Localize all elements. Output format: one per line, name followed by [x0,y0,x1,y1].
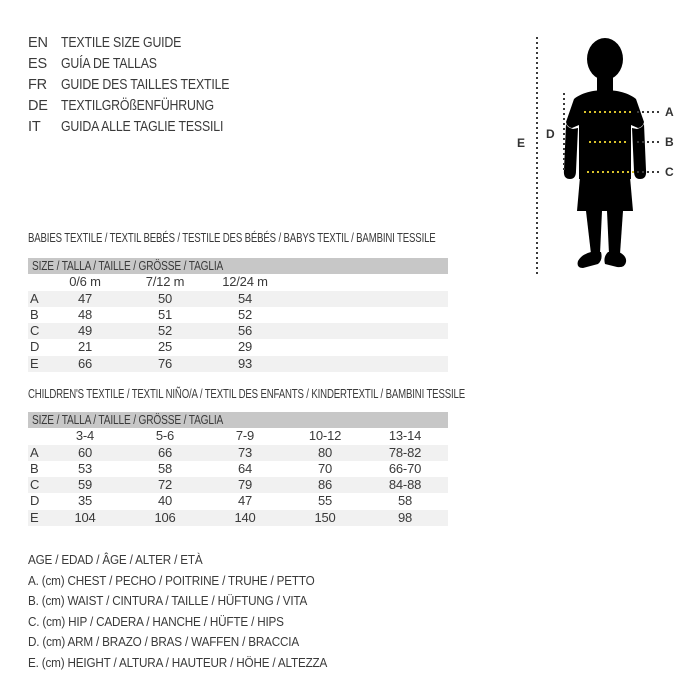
size-value: 79 [205,477,285,493]
size-value: 53 [77,460,93,476]
size-value: 47 [237,493,253,509]
silhouette-head [587,38,623,80]
size-value: 40 [157,493,173,509]
size-value: 106 [125,510,205,526]
size-value: 80 [285,445,365,461]
filler-cell [445,493,448,509]
filler-cell [285,291,448,307]
silhouette-left-foot [578,252,602,268]
size-value: 29 [237,339,253,355]
arm-measure-line-d [563,93,565,173]
col-header: 3-4 [75,428,95,444]
silhouette-shorts [577,177,633,211]
size-bar-row [28,412,448,428]
language-code: DE [28,98,48,114]
size-value: 49 [45,323,125,339]
size-value: 47 [45,291,125,307]
marker-label-e: E [517,136,525,150]
language-row-it [28,117,259,138]
size-bar-label: SIZE / TALLA / TAILLE / GRÖSSE / TAGLIA [32,258,224,273]
legend-chest: A. (cm) CHEST / PECHO / POITRINE / TRUHE / PETTO [28,572,315,588]
chest-measure-line-a [584,111,632,113]
size-value: 98 [365,510,445,526]
size-value: 93 [205,356,285,372]
marker-label-d: D [546,127,555,141]
size-value: 72 [125,477,205,493]
col-header: 12/24 m [222,274,268,290]
row-label: C [28,323,45,339]
table-row-e [28,510,448,526]
size-value: 58 [157,460,173,476]
language-title: TEXTILGRÖßENFÜHRUNG [61,98,214,114]
size-value: 59 [45,477,125,493]
filler-cell [445,445,448,461]
legend-hip: C. (cm) HIP / CADERA / HANCHE / HÜFTE / HIPS [28,613,284,629]
col-header: 0/6 m [69,274,101,290]
size-value: 54 [205,291,285,307]
table-row-a [28,291,448,307]
row-label: B [30,460,39,476]
waist-measure-line-b [589,141,628,143]
children-size-table [28,412,448,526]
measurement-legend [28,550,360,674]
corner-cell [28,274,45,290]
table-row-d [28,493,448,509]
size-value: 150 [285,510,365,526]
children-section-heading: CHILDREN'S TEXTILE / TEXTIL NIÑO/A / TEXTIL DES ENFANTS / KINDERTEXTIL / BAMBINI TESSILE [28,386,465,401]
row-label: B [30,306,39,322]
size-value: 50 [125,291,205,307]
language-row-es [28,54,259,75]
size-value: 66 [125,445,205,461]
col-header: 5-6 [155,428,175,444]
filler-cell [445,428,448,444]
size-value: 21 [77,339,93,355]
language-row-de [28,96,259,117]
filler-cell [285,339,448,355]
column-header-row [28,274,448,290]
marker-label-b: B [665,135,674,149]
marker-label-a: A [665,105,674,119]
size-value: 58 [397,493,413,509]
size-value: 66-70 [388,460,422,476]
silhouette-right-foot [604,252,626,267]
size-bar-label: SIZE / TALLA / TAILLE / GRÖSSE / TAGLIA [32,412,224,427]
size-value: 35 [77,493,93,509]
babies-size-table [28,258,448,372]
filler-cell [445,461,448,477]
size-bar-cell [28,258,448,274]
language-row-en [28,33,259,54]
size-value: 56 [205,323,285,339]
size-value: 48 [77,306,93,322]
silhouette-right-leg [607,211,623,254]
filler-cell [445,477,448,493]
size-value: 140 [205,510,285,526]
size-value: 64 [237,460,253,476]
legend-waist: B. (cm) WAIST / CINTURA / TAILLE / HÜFTUNG / VITA [28,593,308,609]
size-value: 78-82 [365,445,445,461]
size-value: 66 [45,356,125,372]
legend-arm: D. (cm) ARM / BRAZO / BRAS / WAFFEN / BRACCIA [28,634,299,650]
size-value: 60 [45,445,125,461]
language-row-fr [28,75,259,96]
leader-line-a [637,111,661,113]
col-header: 7-9 [235,428,255,444]
marker-label-c: C [665,165,674,179]
leader-line-c [637,171,661,173]
table-row-b [28,307,448,323]
col-header: 13-14 [388,428,422,444]
row-label: C [28,477,45,493]
babies-section-heading: BABIES TEXTILE / TEXTIL BEBÉS / TESTILE DES BÉBÉS / BABYS TEXTIL / BAMBINI TESSILE [28,230,436,245]
table-row-e [28,356,448,372]
language-code: ES [28,56,47,72]
silhouette-shirt [566,90,644,179]
row-label: D [30,493,40,509]
silhouette-left-leg [586,211,602,254]
row-label: D [30,339,40,355]
size-value: 52 [125,323,205,339]
col-header: 7/12 m [145,274,185,290]
table-row-d [28,339,448,355]
language-code: FR [28,77,47,93]
language-title: TEXTILE SIZE GUIDE [61,35,182,51]
filler-cell [285,307,448,323]
table-row-c [28,477,448,493]
filler-cell [285,356,448,372]
table-row-b [28,461,448,477]
table-row-a [28,445,448,461]
size-bar-cell [28,412,448,428]
size-value: 25 [157,339,173,355]
size-value: 52 [237,306,253,322]
language-title: GUIDE DES TAILLES TEXTILE [61,77,230,93]
language-title-list [28,33,259,138]
row-label: A [28,291,45,307]
filler-cell [445,510,448,526]
size-bar-row [28,258,448,274]
leader-line-b [637,141,661,143]
size-value: 55 [317,493,333,509]
silhouette-left-arm [564,124,578,179]
language-title: GUIDA ALLE TAGLIE TESSILI [61,119,224,135]
hip-measure-line-c [587,171,637,173]
size-value: 73 [205,445,285,461]
corner-cell [28,428,45,444]
filler-cell [285,323,448,339]
language-title: GUÍA DE TALLAS [61,56,157,72]
legend-height: E. (cm) HEIGHT / ALTURA / HAUTEUR / HÖHE / ALTEZZA [28,654,328,670]
size-value: 104 [45,510,125,526]
filler-cell [285,274,448,290]
row-label: E [28,356,45,372]
column-header-row [28,428,448,444]
legend-age: AGE / EDAD / ÂGE / ALTER / ETÀ [28,552,203,567]
size-value: 84-88 [365,477,445,493]
size-value: 51 [157,306,173,322]
row-label: E [28,510,45,526]
language-code: EN [28,35,48,51]
col-header: 10-12 [308,428,342,444]
row-label: A [28,445,45,461]
child-silhouette [553,33,658,281]
table-row-c [28,323,448,339]
size-value: 70 [317,460,333,476]
size-value: 76 [125,356,205,372]
language-code: IT [28,119,41,135]
size-value: 86 [285,477,365,493]
height-measure-line-e [536,37,538,277]
